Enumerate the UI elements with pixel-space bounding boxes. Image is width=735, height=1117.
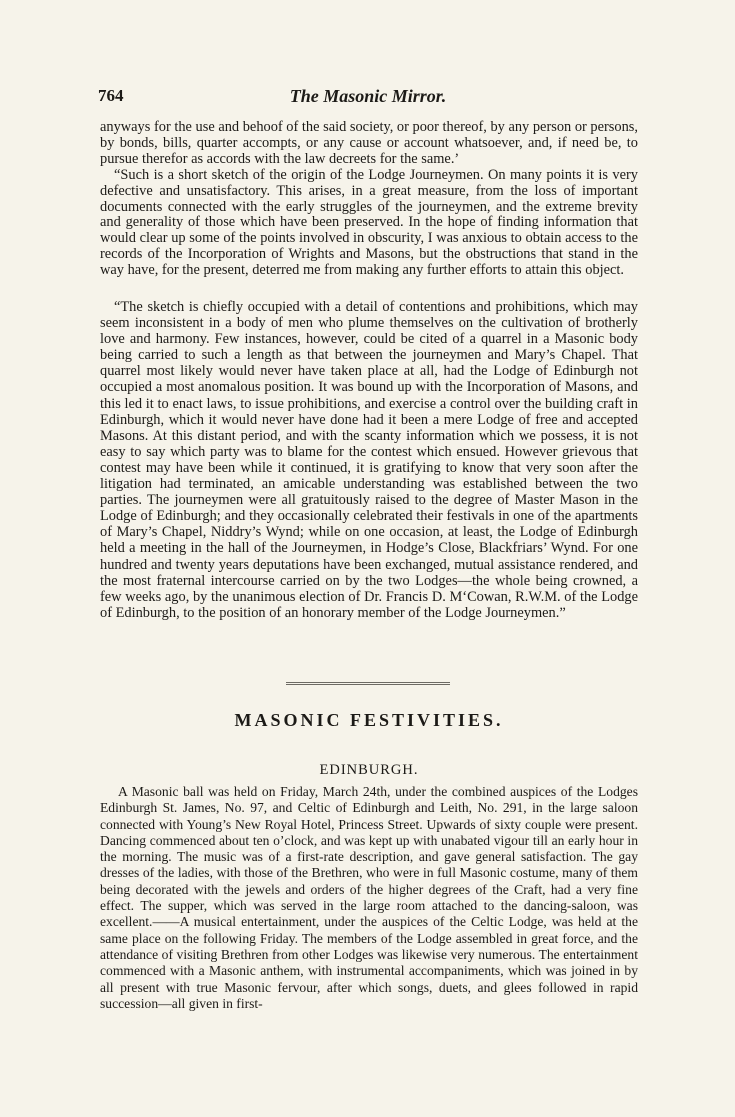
paragraph: “The sketch is chiefly occupied with a detail of contentions and prohibitions, which may seem inconsistent in a body of men who plume themselves on the cultivation of brotherly love and harmony. Few instances, however, could be cited of a quarrel in a Masonic body being carried to such a length as that between the journeymen and Mary’s Chapel. That quarrel most likely would never have taken place at all, had the Lodge of Edinburgh not occupied a most anomalous position. It was bound up with the Incorporation of Masons, and this led it to enact laws, to issue prohibitions, and exercise a control over the building craft in Edinburgh, which it would never have done had it been a mere Lodge of free and accepted Masons. At this distant period, and with the scanty information which we possess, it is not easy to say which party was to blame for the contest which ensued. However grievous that contest may have been while it continued, it is gratifying to know that very soon after the litigation had terminated, an amicable understanding was established between the two parties. The journeymen were all gratuitously raised to the degree of Master Mason in the Lodge of Edinburgh; and they occasionally celebrated their festivals in one of the apartments of Mary’s Chapel, Niddry’s Wynd; while on one occasion, at least, the Lodge of Edinburgh held a meeting in the hall of the Journeymen, in Hodge’s Close, Blackfriars’ Wynd. For one hundred and twenty years deputations have been exchanged, mutual assistance rendered, and the most fraternal intercourse carried on by the two Lodges—the whole being crowned, a few weeks ago, by the unanimous election of Dr. Francis D. M‘Cowan, R.W.M. of the Lodge of Edinburgh, to the position of an honorary member of the Lodge Journeymen.” [100,299,638,621]
section-heading: MASONIC FESTIVITIES. [234,710,504,730]
page-header [98,86,638,108]
festivities-article [100,784,638,1012]
section-divider [286,682,450,686]
article-continuation [100,120,638,279]
paragraph: anyways for the use and behoof of the said society, or poor thereof, by any person or persons, by bonds, bills, quarter accompts, or any cause or account whatsoever, and, if need be, to pursue therefor as accords with the law decreets for the same.’ [100,119,638,167]
paragraph: A Masonic ball was held on Friday, March 24th, under the combined auspices of the Lodges Edinburgh St. James, No. 97, and Celtic of Edinburgh and Leith, No. 291, in the large saloon connected with Young’s New Royal Hotel, Princess Street. Upwards of sixty couple were present. Dancing commenced about ten o’clock, and was kept up with unabated vigour till an early hour in the morning. The music was of a first-rate description, and gave general satisfaction. The gay dresses of the ladies, with those of the Brethren, who were in full Masonic costume, many of them being decorated with the jewels and orders of the higher degrees of the Craft, had a very fine effect. The supper, which was served in the large room attached to the dancing-saloon, was excellent.——A musical entertainment, under the auspices of the Celtic Lodge, was held at the same place on the following Friday. The members of the Lodge assembled in great force, and the attendance of visiting Brethren from other Lodges was likewise very numerous. The entertainment commenced with a Masonic anthem, with instrumental accompaniments, which was joined in by all present with true Masonic fervour, after which songs, duets, and glees followed in rapid succession—all given in first- [100,784,638,1011]
section-subheading: EDINBURGH. [319,762,419,778]
page-number: 764 [98,86,124,105]
paragraph: “Such is a short sketch of the origin of the Lodge Journeymen. On many points it is very defective and unsatisfactory. This arises, in a great measure, from the loss of important documents connected with the early struggles of the journeymen, and the extreme brevity and generality of those which have been preserved. In the hope of finding information that would clear up some of the points involved in obscurity, I was anxious to obtain access to the records of the Incorporation of Wrights and Masons, but the obstructions that stand in the way have, for the present, deterred me from making any further efforts to attain this object. [100,166,638,279]
article-body [100,299,638,621]
running-title: The Masonic Mirror. [289,86,447,106]
